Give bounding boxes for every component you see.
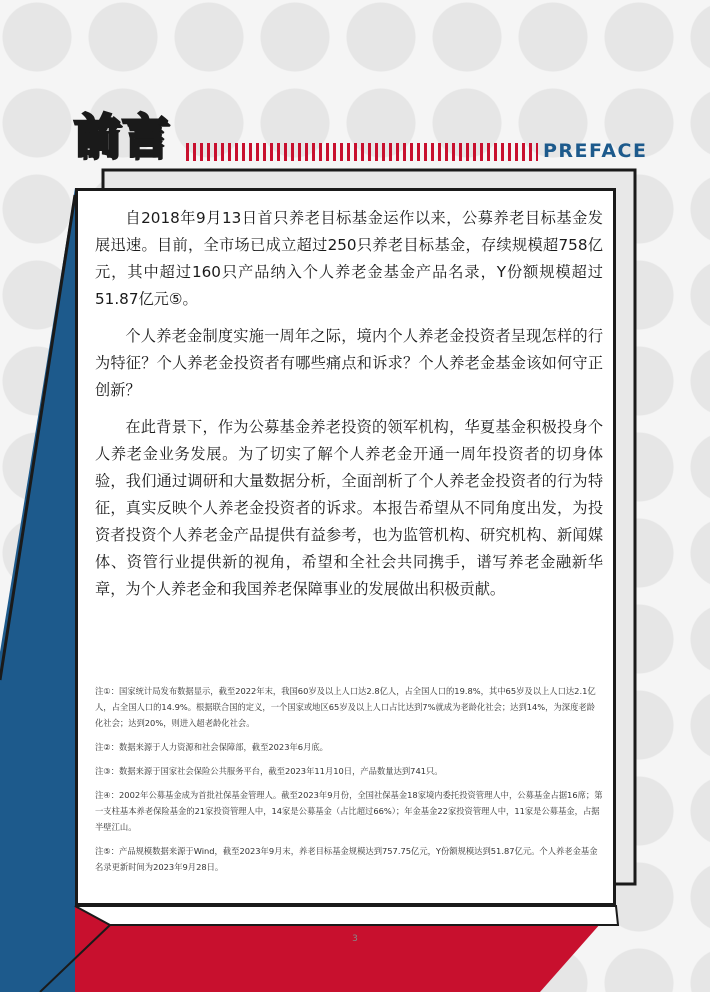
page-title-en: PREFACE [543, 140, 648, 162]
white-band [75, 906, 618, 925]
footnote: 注①：国家统计局发布数据显示，截至2022年末，我国60岁及以上人口达2.8亿人，占全国人口的19.8%，其中65岁及以上人口达2.1亿人，占全国人口的14.9%。根据联合国的定义，一个国家或地区65岁及以上人口占比达到7%就成为老龄化社会；达到14%，为深度老龄化社会；达到20%，则进入超老龄化社会。 [95, 686, 596, 728]
footnote: 注⑤：产品规模数据来源于Wind，截至2023年9月末，养老目标基金规模达到757.75亿元，Y份额规模达到51.87亿元。个人养老金基金名录更新时间为2023年9月28日。 [95, 846, 598, 872]
paragraph: 个人养老金制度实施一周年之际，境内个人养老金投资者呈现怎样的行为特征？个人养老金投资者有哪些痛点和诉求？个人养老金基金该如何守正创新？ [95, 327, 603, 399]
footnote: 注②：数据来源于人力资源和社会保障部，截至2023年6月底。 [95, 742, 328, 752]
footnote: 注③：数据来源于国家社会保险公共服务平台，截至2023年11月10日，产品数量达到741只。 [95, 766, 443, 776]
paragraph: 在此背景下，作为公募基金养老投资的领军机构，华夏基金积极投身个人养老金业务发展。为了切实了解个人养老金开通一周年投资者的切身体验，我们通过调研和大量数据分析，全面剖析了个人养老金投资者的行为特征，真实反映个人养老金投资者的诉求。本报告希望从不同角度出发，为投资者投资个人养老金产品提供有益参考，也为监管机构、研究机构、新闻媒体、资管行业提供新的视角，希望和全社会共同携手，谱写养老金融新华章，为个人养老金和我国养老保障事业的发展做出积极贡献。 [95, 418, 603, 598]
title-stripes [186, 143, 538, 161]
footnotes [95, 683, 603, 883]
blue-triangle [0, 188, 75, 992]
body-text [95, 205, 603, 613]
page-number: 3 [352, 934, 358, 944]
page-title: 前言 [74, 109, 170, 163]
footnote: 注④：2002年公募基金成为首批社保基金管理人。截至2023年9月份，全国社保基金18家境内委托投资管理人中，公募基金占据16席；第一支柱基本养老保险基金的21家投资管理人中，14家是公募基金（占比超过66%）；年金基金22家投资管理人中，11家是公募基金，占据半壁江山。 [95, 790, 603, 832]
paragraph: 自2018年9月13日首只养老目标基金运作以来，公募养老目标基金发展迅速。目前，全市场已成立超过250只养老目标基金，存续规模超758亿元，其中超过160只产品纳入个人养老金基金产品名录，Y份额规模超过51.87亿元⑤。 [95, 209, 603, 308]
